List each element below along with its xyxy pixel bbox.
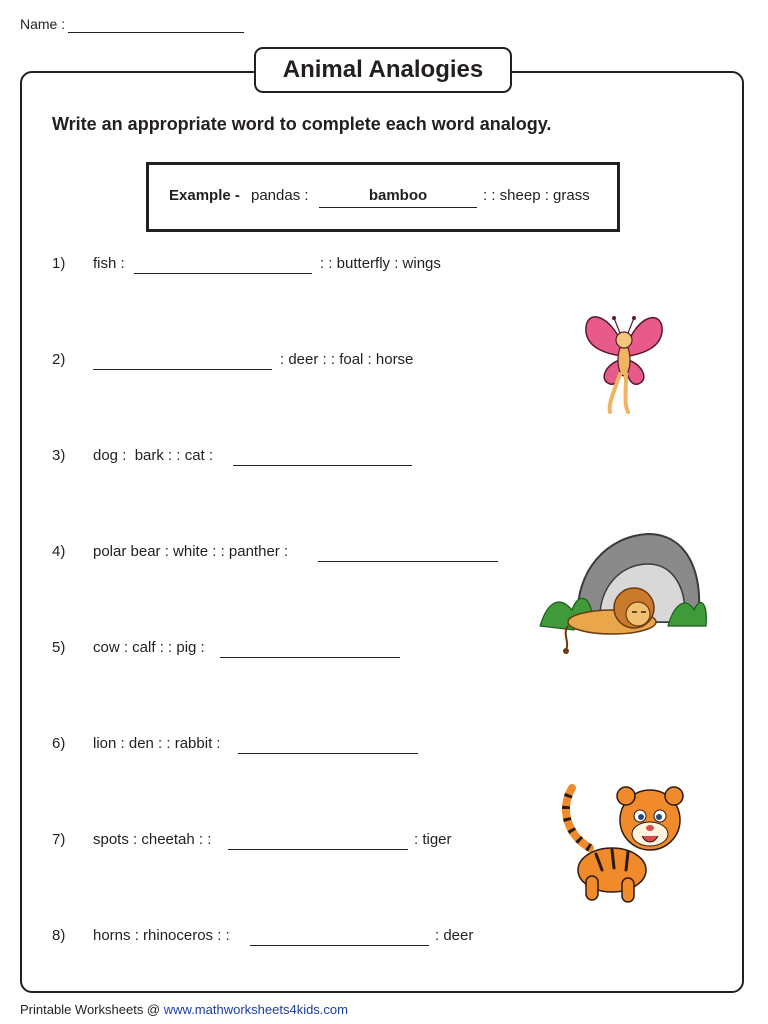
question-after: : deer : : foal : horse	[280, 351, 414, 368]
question-after: : tiger	[414, 831, 452, 848]
question-before: spots : cheetah : :	[93, 831, 212, 848]
question-number: 4)	[52, 543, 66, 560]
question-number: 1)	[52, 255, 66, 272]
question-before: cow : calf : : pig :	[93, 639, 205, 656]
question-number: 3)	[52, 447, 66, 464]
answer-blank[interactable]	[318, 561, 498, 562]
question-6	[52, 735, 552, 759]
question-7	[52, 831, 552, 855]
footer-link[interactable]: www.mathworksheets4kids.com	[163, 1002, 348, 1017]
question-8	[52, 927, 552, 951]
footer	[20, 1002, 348, 1017]
question-1	[52, 255, 552, 279]
question-5	[52, 639, 552, 663]
question-after: : deer	[435, 927, 474, 944]
answer-blank[interactable]	[238, 753, 418, 754]
question-number: 5)	[52, 639, 66, 656]
question-number: 6)	[52, 735, 66, 752]
answer-blank[interactable]	[220, 657, 400, 658]
answer-blank[interactable]	[93, 369, 272, 370]
instructions: Write an appropriate word to complete each word analogy.	[52, 114, 552, 134]
page-title: Animal Analogies	[254, 47, 512, 93]
question-after: : : butterfly : wings	[320, 255, 441, 272]
example-left-text: pandas :	[251, 187, 309, 204]
question-3	[52, 447, 552, 471]
lion-in-cave-icon	[538, 530, 708, 658]
example-label: Example -	[169, 187, 240, 204]
answer-blank[interactable]	[233, 465, 412, 466]
name-label: Name :	[20, 16, 66, 32]
example-answer-line	[319, 207, 477, 208]
question-number: 7)	[52, 831, 66, 848]
example-right-text: : : sheep : grass	[483, 187, 590, 204]
answer-blank[interactable]	[228, 849, 408, 850]
question-before: lion : den : : rabbit :	[93, 735, 221, 752]
answer-blank[interactable]	[134, 273, 312, 274]
question-number: 8)	[52, 927, 66, 944]
question-before: horns : rhinoceros : :	[93, 927, 230, 944]
question-before: dog : bark : : cat :	[93, 447, 214, 464]
question-before: polar bear : white : : panther :	[93, 543, 289, 560]
footer-prefix: Printable Worksheets @	[20, 1002, 161, 1017]
question-2	[52, 351, 552, 375]
question-4	[52, 543, 552, 567]
answer-blank[interactable]	[250, 945, 429, 946]
example-box	[146, 162, 620, 232]
butterfly-icon	[580, 308, 666, 416]
question-before: fish :	[93, 255, 125, 272]
question-number: 2)	[52, 351, 66, 368]
tiger-cub-icon	[556, 778, 688, 906]
example-answer: bamboo	[368, 187, 428, 204]
name-field[interactable]	[68, 32, 244, 33]
